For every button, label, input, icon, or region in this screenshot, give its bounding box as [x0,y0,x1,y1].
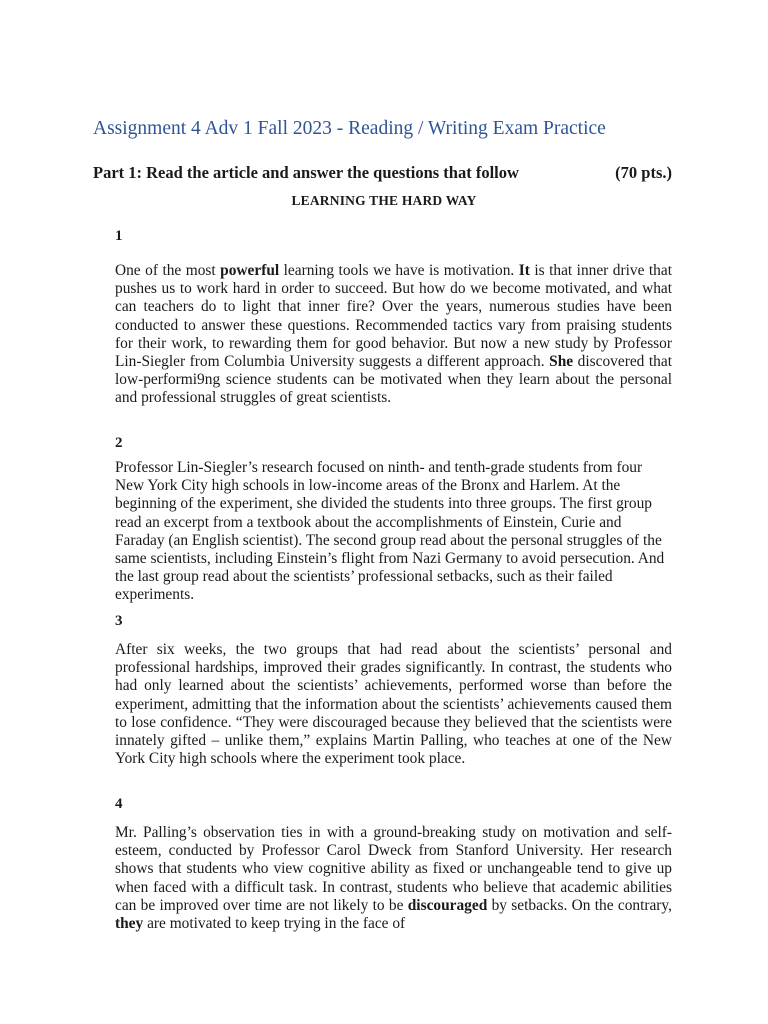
assignment-title: Assignment 4 Adv 1 Fall 2023 - Reading / Writing Exam Practice [93,118,606,139]
bold-word: powerful [220,262,280,279]
paragraph-number: 1 [115,228,123,244]
points-label: (70 pts.) [615,163,672,182]
text-run: Mr. Palling’s observation ties in with a ground-breaking study on motivation and self-esteem, conducted by Professor Carol Dweck from Stanford University. Her research shows that students who view cognitive ability as fixed or unchangeable tend to give up when faced with a difficult task. In contrast, students who believe that academic abilities can be improved over time are not likely to be [115,824,672,914]
part-label: Part 1: Read the article and answer the questions that follow [93,163,519,182]
text-run: discovered that low-performi9ng science students can be motivated when they learn about the personal and professional struggles of great scientists. [115,353,672,407]
paragraph-2: Professor Lin-Siegler’s research focused on ninth- and tenth-grade students from four New York City high schools in low-income areas of the Bronx and Harlem. At the beginning of the experiment, she divided the students into three groups. The first group read an excerpt from a textbook about the accomplishments of Einstein, Curie and Faraday (an English scientist). The second group read about the personal struggles of the same scientists, including Einstein’s flight from Nazi Germany to avoid persecution. And the last group read about the scientists’ professional setbacks, such as their failed experiments. [115,459,665,604]
bold-word: discouraged [407,896,488,914]
paragraph-4 [115,824,672,933]
article-title: LEARNING THE HARD WAY [291,193,477,208]
text-run: by setbacks. On the contrary, [487,896,672,914]
part-heading [93,163,672,183]
paragraph-number: 2 [115,435,123,451]
paragraph-1 [115,262,672,408]
text-run: One of the most [115,262,221,279]
bold-word: She [549,353,574,371]
paragraph-number: 3 [115,613,123,629]
text-run: is that inner drive that pushes us to work hard in order to succeed. But how do we become motivated, and what can teachers do to light that inner fire? Over the years, numerous studies have been conducted to answer these questions. Recommended tactics vary from praising students for their work, to rewarding them for good behavior. But now a new study by Professor Lin-Siegler from Columbia University suggests a different approach. [115,262,672,371]
paragraph-number: 4 [115,796,123,812]
text-run: are motivated to keep trying in the face of [143,915,406,933]
bold-word: they [115,915,144,933]
text-run: learning tools we have is motivation. [279,262,519,279]
paragraph-3: After six weeks, the two groups that had read about the scientists’ personal and professional hardships, improved their grades significantly. In contrast, the students who had only learned about the scientists’ achievements, performed worse than before the experiment, admitting that the information about the scientists’ achievements caused them to lose confidence. “They were discouraged because they believed that the scientists were innately gifted – unlike them,” explains Martin Palling, who teaches at one of the New York City high schools where the experiment took place. [115,641,672,768]
bold-word: It [518,262,530,279]
